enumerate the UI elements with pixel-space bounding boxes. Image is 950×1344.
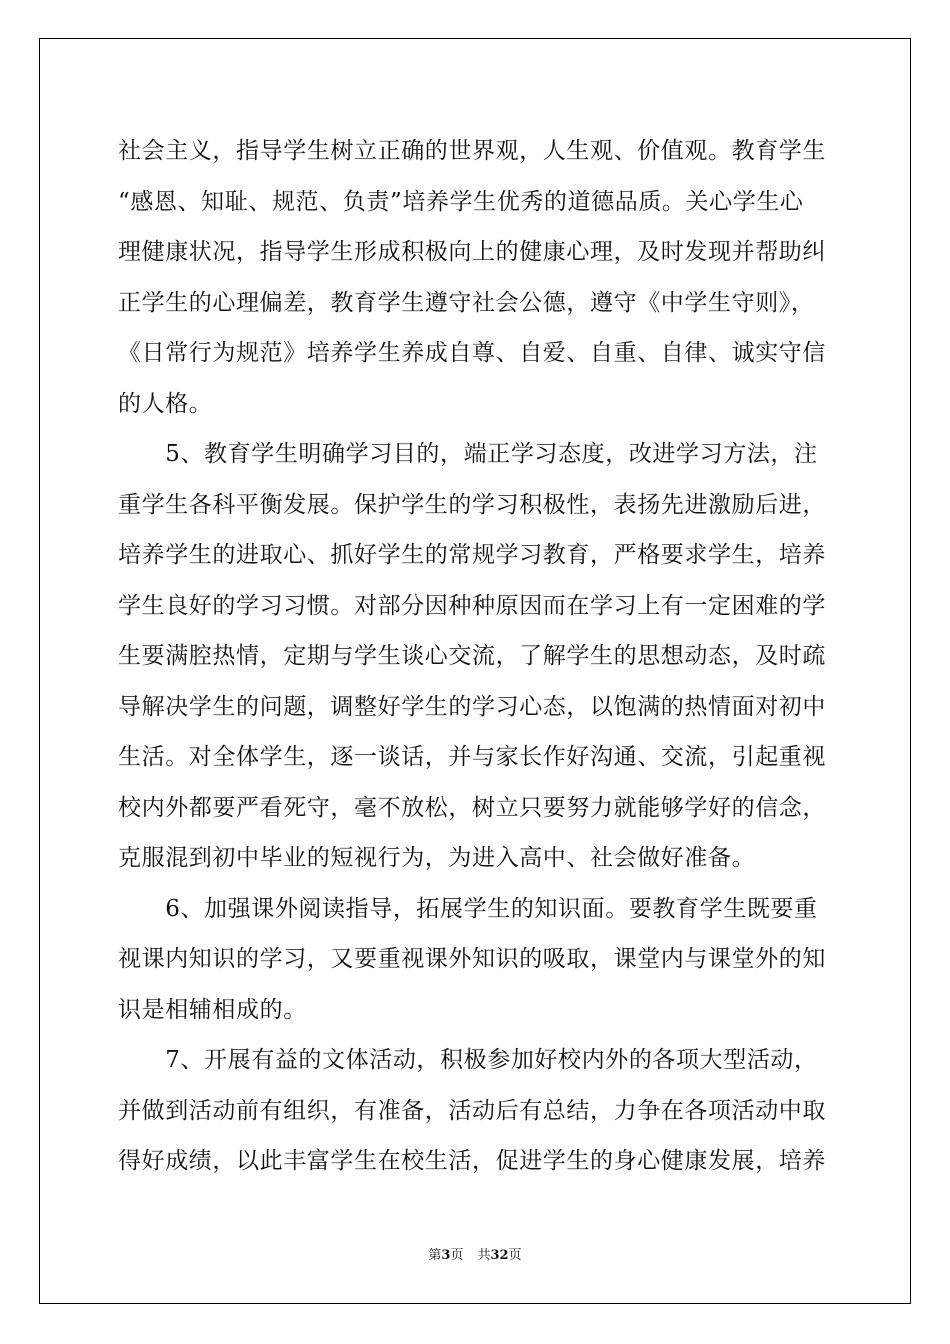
text-line: 正学生的心理偏差，教育学生遵守社会公德，遵守《中学生守则》， <box>118 289 815 316</box>
page-suffix: 页 <box>450 1248 464 1263</box>
text-line: 培养学生的进取心、抓好学生的常规学习教育，严格要求学生，培养 <box>118 542 826 568</box>
text-line: 社会主义，指导学生树立正确的世界观，人生观、价值观。教育学生 <box>118 138 826 164</box>
total-pages: 32 <box>490 1248 509 1263</box>
text-line: 7、开展有益的文体活动，积极参加好校内外的各项大型活动， <box>118 1047 818 1073</box>
text-line: 导解决学生的问题，调整好学生的学习心态，以饱满的热情面对初中 <box>118 693 826 720</box>
text-line: 的人格。 <box>118 390 213 417</box>
text-line: 识是相辅相成的。 <box>118 996 307 1023</box>
document-body <box>118 126 838 1187</box>
text-line: 学生良好的学习习惯。对部分因种种原因而在学习上有一定困难的学 <box>118 592 826 619</box>
text-line: “感恩、知耻、规范、负责”培养学生优秀的道德品质。关心学生心 <box>118 188 804 215</box>
text-line: 克服混到初中毕业的短视行为，为进入高中、社会做好准备。 <box>118 845 756 871</box>
text-line: 5、教育学生明确学习目的，端正学习态度，改进学习方法，注 <box>118 441 818 467</box>
text-line: 校内外都要严看死守，毫不放松，树立只要努力就能够学好的信念， <box>118 794 826 821</box>
total-suffix: 页 <box>508 1248 522 1263</box>
total-prefix: 共 <box>477 1248 491 1263</box>
page-number: 3 <box>441 1248 451 1263</box>
page-prefix: 第 <box>428 1248 442 1263</box>
text-line: 生要满腔热情，定期与学生谈心交流，了解学生的思想动态，及时疏 <box>118 643 826 669</box>
text-line: 生活。对全体学生，逐一谈话，并与家长作好沟通、交流，引起重视 <box>118 744 826 770</box>
text-line: 理健康状况，指导学生形成积极向上的健康心理，及时发现并帮助纠 <box>118 239 826 265</box>
page-footer <box>0 1244 950 1263</box>
text-line: 视课内知识的学习，又要重视课外知识的吸取，课堂内与课堂外的知 <box>118 946 826 972</box>
text-line: 6、加强课外阅读指导，拓展学生的知识面。要教育学生既要重 <box>118 895 818 922</box>
text-line: 《日常行为规范》培养学生养成自尊、自爱、自重、自律、诚实守信 <box>118 340 826 366</box>
text-line: 重学生各科平衡发展。保护学生的学习积极性，表扬先进激励后进， <box>118 491 826 518</box>
text-line: 得好成绩，以此丰富学生在校生活，促进学生的身心健康发展，培养 <box>118 1148 826 1174</box>
text-line: 并做到活动前有组织，有准备，活动后有总结，力争在各项活动中取 <box>118 1097 826 1124</box>
